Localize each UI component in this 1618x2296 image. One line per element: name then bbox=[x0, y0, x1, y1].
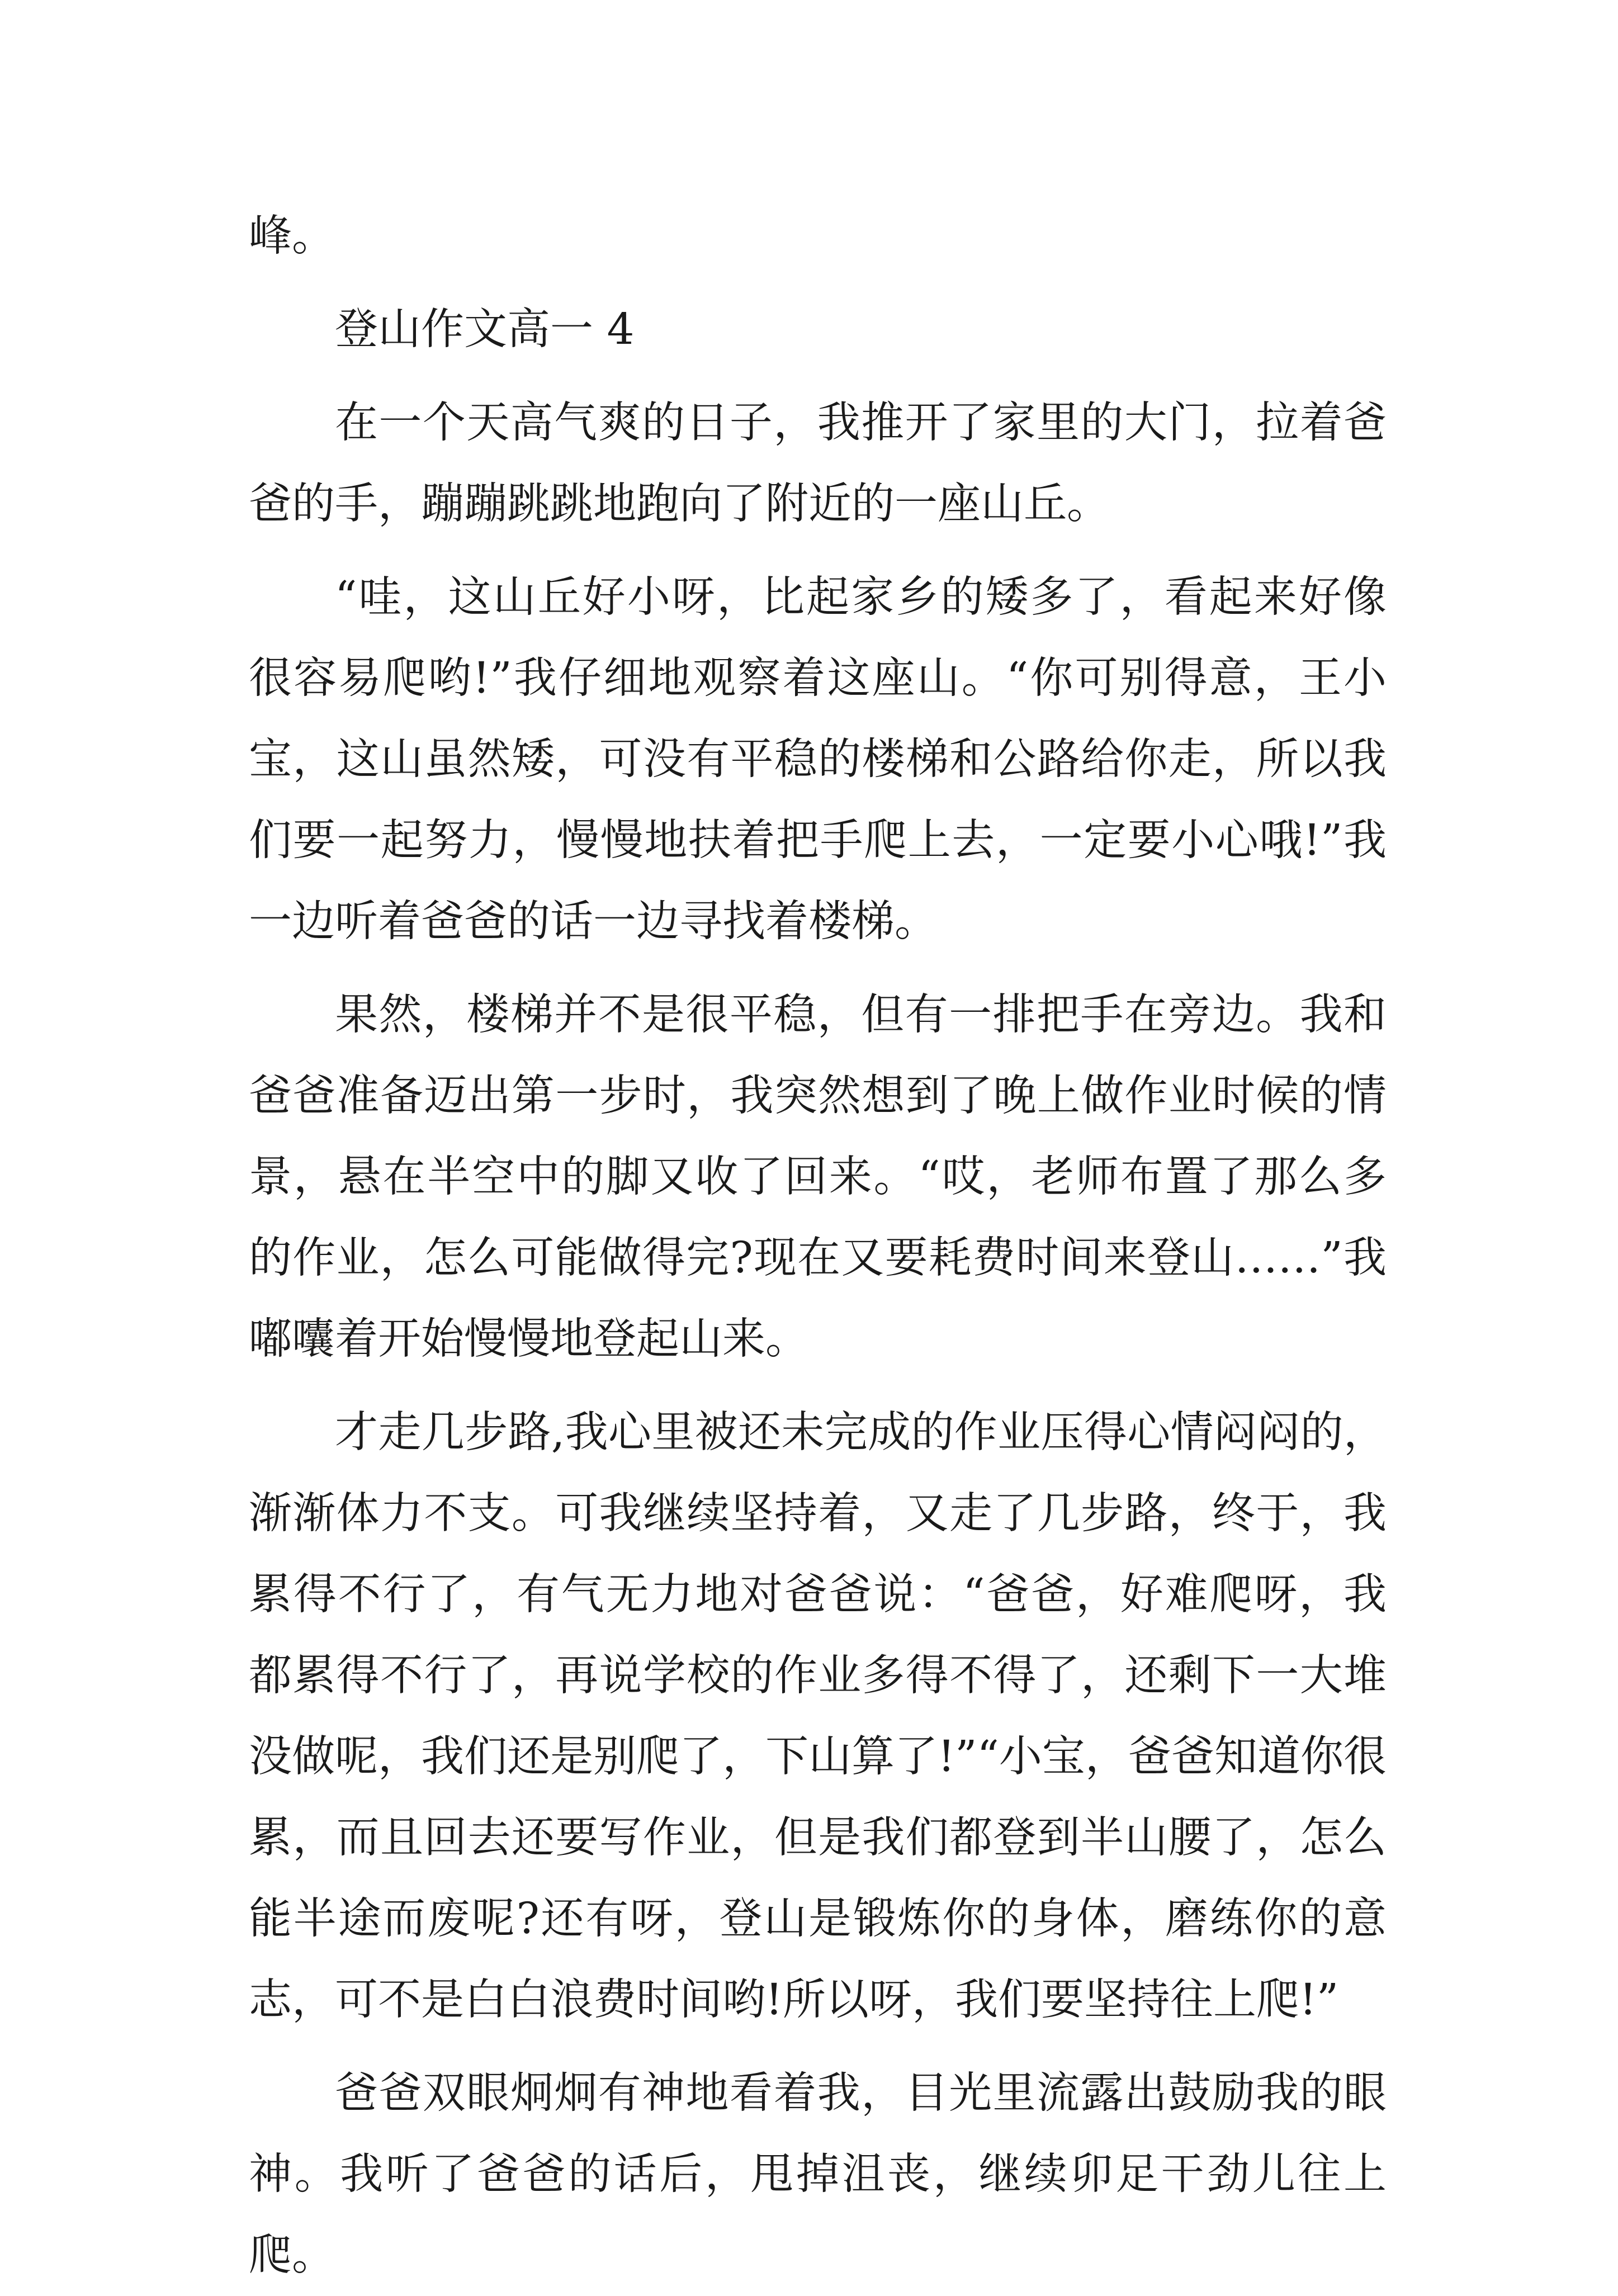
paragraph: “哇，这山丘好小呀，比起家乡的矮多了，看起来好像很容易爬哟!”我仔细地观察着这座山。“你可别得意，王小宝，这山虽然矮，可没有平稳的楼梯和公路给你走，所以我们要一起努力，慢慢地扶着把手爬上去，一定要小心哦!”我一边听着爸爸的话一边寻找着楼梯。 bbox=[249, 572, 1387, 946]
paragraph-continuation: 峰。 bbox=[249, 211, 335, 261]
section-heading: 登山作文高一 4 bbox=[335, 305, 635, 354]
paragraph: 才走几步路,我心里被还未完成的作业压得心情闷闷的，渐渐体力不支。可我继续坚持着，又走了几步路，终于，我累得不行了，有气无力地对爸爸说：“爸爸，好难爬呀，我都累得不行了，再说学校的作业多得不得了，还剩下一大堆没做呢，我们还是别爬了，下山算了!”“小宝，爸爸知道你很累，而且回去还要写作业，但是我们都登到半山腰了，怎么能半途而废呢?还有呀，登山是锻炼你的身体，磨练你的意志，可不是白白浪费时间哟!所以呀，我们要坚持往上爬!” bbox=[249, 1408, 1387, 2025]
paragraph: 在一个天高气爽的日子，我推开了家里的大门，拉着爸爸的手，蹦蹦跳跳地跑向了附近的一座山丘。 bbox=[249, 398, 1387, 529]
document-body bbox=[249, 196, 1387, 2296]
paragraph: 爸爸双眼炯炯有神地看着我，目光里流露出鼓励我的眼神。我听了爸爸的话后，甩掉沮丧，继续卯足干劲儿往上爬。 bbox=[249, 2068, 1387, 2280]
paragraph: 果然，楼梯并不是很平稳，但有一排把手在旁边。我和爸爸准备迈出第一步时，我突然想到了晚上做作业时候的情景，悬在半空中的脚又收了回来。“哎，老师布置了那么多的作业，怎么可能做得完?现在又要耗费时间来登山……”我嘟囔着开始慢慢地登起山来。 bbox=[249, 990, 1387, 1364]
